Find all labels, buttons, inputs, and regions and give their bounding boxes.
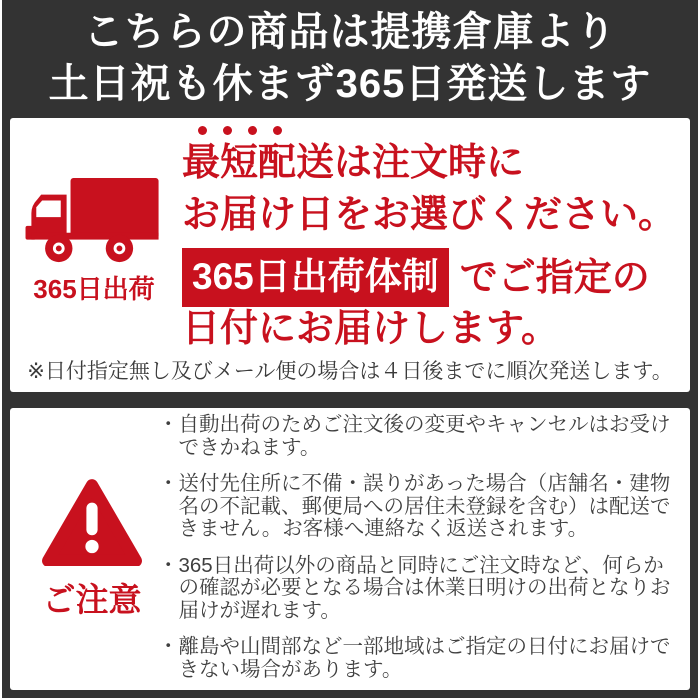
banner-line-2: 土日祝も休まず365日発送します	[48, 62, 652, 106]
highlight-suffix: でご指定の	[459, 256, 650, 299]
truck-block	[16, 176, 172, 306]
headline-line-3	[182, 248, 650, 307]
emphasis-dot	[223, 126, 232, 135]
caution-block	[28, 476, 156, 621]
headline-line-4: 日付にお届けします。	[182, 308, 559, 350]
warning-triangle-icon	[41, 476, 143, 566]
emphasis-dot	[248, 126, 257, 135]
caution-item	[158, 555, 684, 623]
caution-list	[158, 414, 684, 681]
emphasis-dot	[273, 126, 282, 135]
truck-label: 365日出荷	[33, 274, 155, 304]
caution-item	[158, 636, 684, 681]
highlight-badge: 365日出荷体制	[182, 248, 449, 307]
emphasis-dots	[198, 126, 282, 135]
bullet-mark: ・	[158, 472, 179, 495]
delivery-truck-icon	[24, 176, 164, 266]
bullet-mark: ・	[158, 553, 179, 577]
caution-item-text: 自動出荷のためご注文後の変更やキャンセルはお受けできかねます。	[178, 413, 671, 459]
caution-item	[158, 414, 684, 459]
caution-item-text: 離島や山間部など一部地域はご指定の日付にお届けできない場合があります。	[178, 635, 671, 681]
caution-item	[158, 473, 684, 541]
caution-label: ご注意	[42, 581, 142, 618]
emphasis-dot	[198, 126, 207, 135]
bullet-mark: ・	[158, 413, 179, 436]
caution-panel	[10, 408, 690, 690]
shipping-panel	[10, 118, 690, 392]
headline-line-2: お届け日をお選びください。	[182, 194, 677, 236]
shipping-footnote: ※日付指定無し及びメール便の場合は４日後までに順次発送します。	[27, 360, 673, 383]
caution-item-text: 送付先住所に不備・誤りがあった場合（店舗名・建物名の不記載、郵便局への居住未登録を含む）は配送できません。お客様へ連絡なく返送されます。	[178, 472, 671, 540]
headline-line-1: 最短配送は注文時に	[182, 142, 525, 184]
bullet-mark: ・	[158, 635, 179, 658]
banner	[0, 0, 700, 116]
banner-line-1: こちらの商品は提携倉庫より	[83, 10, 617, 54]
caution-item-text: 365日出荷以外の商品と同時にご注文時など、何らかの確認が必要となる場合は休業日明けの出荷となりお届けが遅れます。	[178, 553, 671, 622]
